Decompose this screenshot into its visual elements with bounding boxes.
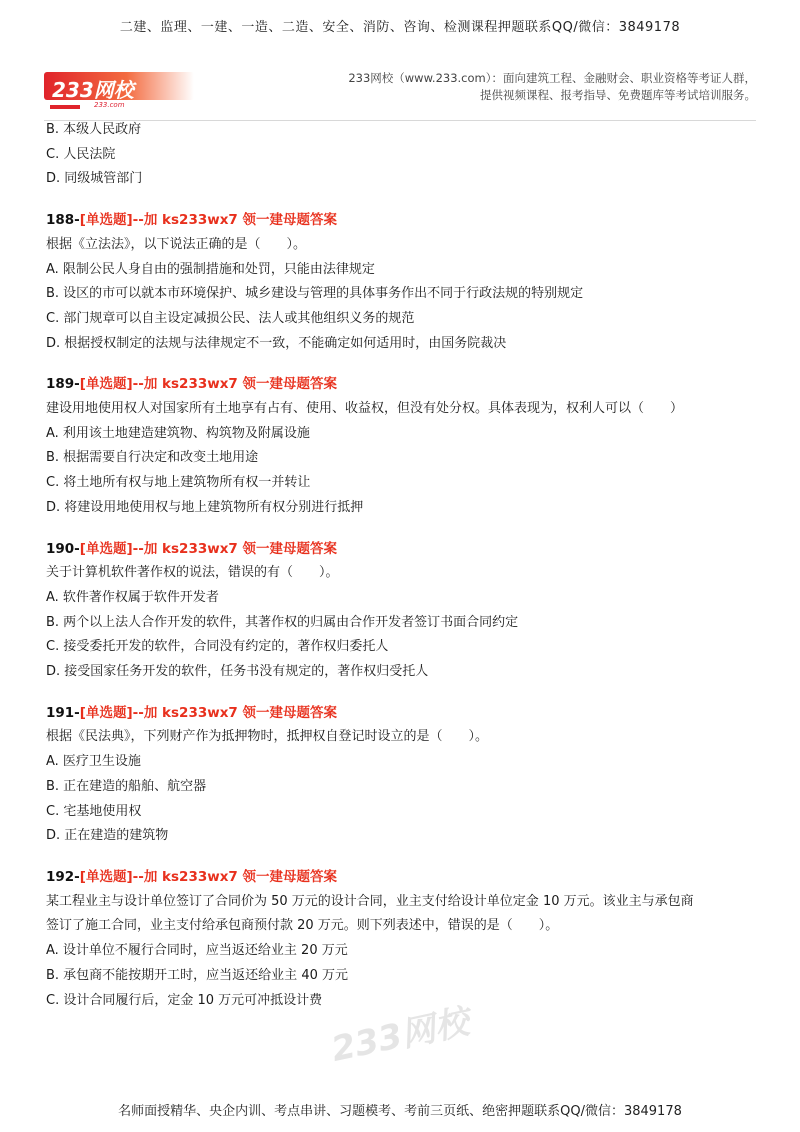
question-number: 188- <box>46 212 80 229</box>
question-title <box>46 701 756 726</box>
option: B. 根据需要自行决定和改变土地用途 <box>46 450 259 466</box>
option: D. 同级城管部门 <box>46 171 143 187</box>
question-tag: [单选题]--加 ks233wx7 领一建母题答案 <box>79 868 338 885</box>
tagline-line-1: 233网校（www.233.com）：面向建筑工程、金融财会、职业资格等考证人群， <box>348 71 756 85</box>
option: D. 正在建造的建筑物 <box>46 828 169 844</box>
logo-text: 233网校 <box>52 78 134 102</box>
option: B. 正在建造的船舶、航空器 <box>46 778 207 794</box>
question-number: 191- <box>46 704 80 721</box>
option: A. 利用该土地建造建筑物、构筑物及附属设施 <box>46 425 310 441</box>
question-stem: 根据《立法法》，以下说法正确的是（ ）。 <box>46 236 307 252</box>
option: D. 根据授权制定的法规与法律规定不一致，不能确定如何适用时，由国务院裁决 <box>46 335 507 351</box>
header-tagline <box>348 70 756 104</box>
footer-contact-banner: 名师面授精华、央企内训、考点串讲、习题模考、考前三页纸、绝密押题联系QQ/微信：3849178 <box>118 1104 682 1119</box>
option: B. 两个以上法人合作开发的软件，其著作权的归属由合作开发者签订书面合同约定 <box>46 614 519 630</box>
question-stem: 签订了施工合同，业主支付给承包商预付款 20 万元。则下列表述中，错误的是（ ）。 <box>46 918 559 934</box>
option: C. 将土地所有权与地上建筑物所有权一并转让 <box>46 475 311 491</box>
tagline-line-2: 提供视频课程、报考指导、免费题库等考试培训服务。 <box>480 88 756 102</box>
question-tag: [单选题]--加 ks233wx7 领一建母题答案 <box>79 376 338 393</box>
question-190 <box>46 537 756 685</box>
question-title <box>46 208 756 233</box>
option: B. 本级人民政府 <box>46 122 142 137</box>
question-title <box>46 537 756 562</box>
question-tag: [单选题]--加 ks233wx7 领一建母题答案 <box>79 704 338 721</box>
option: A. 限制公民人身自由的强制措施和处罚，只能由法律规定 <box>46 261 375 277</box>
question-191 <box>46 701 756 849</box>
question-number: 189- <box>46 376 80 393</box>
question-stem: 建设用地使用权人对国家所有土地享有占有、使用、收益权，但没有处分权。具体表现为，权利人可以（ ） <box>46 401 684 417</box>
question-title <box>46 865 756 890</box>
question-192 <box>46 865 756 1013</box>
233-logo <box>44 72 214 112</box>
logo-subtext: 233.com <box>94 101 125 109</box>
option: A. 软件著作权属于软件开发者 <box>46 589 219 605</box>
question-stem: 某工程业主与设计单位签订了合同价为 50 万元的设计合同，业主支付给设计单位定金 10 万元。该业主与承包商 <box>46 893 694 909</box>
question-189 <box>46 372 756 520</box>
option: C. 接受委托开发的软件，合同没有约定的，著作权归委托人 <box>46 639 389 655</box>
question-188 <box>46 208 756 356</box>
previous-question-options <box>46 118 756 192</box>
question-tag: [单选题]--加 ks233wx7 领一建母题答案 <box>79 540 338 557</box>
option: C. 部门规章可以自主设定减损公民、法人或其他组织义务的规范 <box>46 310 415 326</box>
option: B. 承包商不能按期开工时，应当返还给业主 40 万元 <box>46 967 348 983</box>
option: D. 将建设用地使用权与地上建筑物所有权分别进行抵押 <box>46 499 364 515</box>
question-tag: [单选题]--加 ks233wx7 领一建母题答案 <box>79 212 338 229</box>
question-number: 190- <box>46 540 80 557</box>
question-content <box>46 118 756 1013</box>
option: D. 接受国家任务开发的软件，任务书没有规定的，著作权归受托人 <box>46 664 429 680</box>
option: A. 设计单位不履行合同时，应当返还给业主 20 万元 <box>46 943 348 959</box>
option: C. 人民法院 <box>46 146 116 162</box>
question-title <box>46 372 756 397</box>
233-watermark-logo: 233网校 <box>328 1001 473 1070</box>
option: B. 设区的市可以就本市环境保护、城乡建设与管理的具体事务作出不同于行政法规的特别规定 <box>46 286 584 302</box>
question-number: 192- <box>46 868 80 885</box>
question-stem: 根据《民法典》，下列财产作为抵押物时，抵押权自登记时设立的是（ ）。 <box>46 729 489 745</box>
top-contact-banner: 二建、监理、一建、一造、二造、安全、消防、咨询、检测课程押题联系QQ/微信：3849178 <box>119 20 681 35</box>
option: C. 设计合同履行后，定金 10 万元可冲抵设计费 <box>46 992 323 1008</box>
question-stem: 关于计算机软件著作权的说法，错误的有（ ）。 <box>46 565 339 581</box>
option: C. 宅基地使用权 <box>46 803 142 819</box>
option: A. 医疗卫生设施 <box>46 754 141 770</box>
